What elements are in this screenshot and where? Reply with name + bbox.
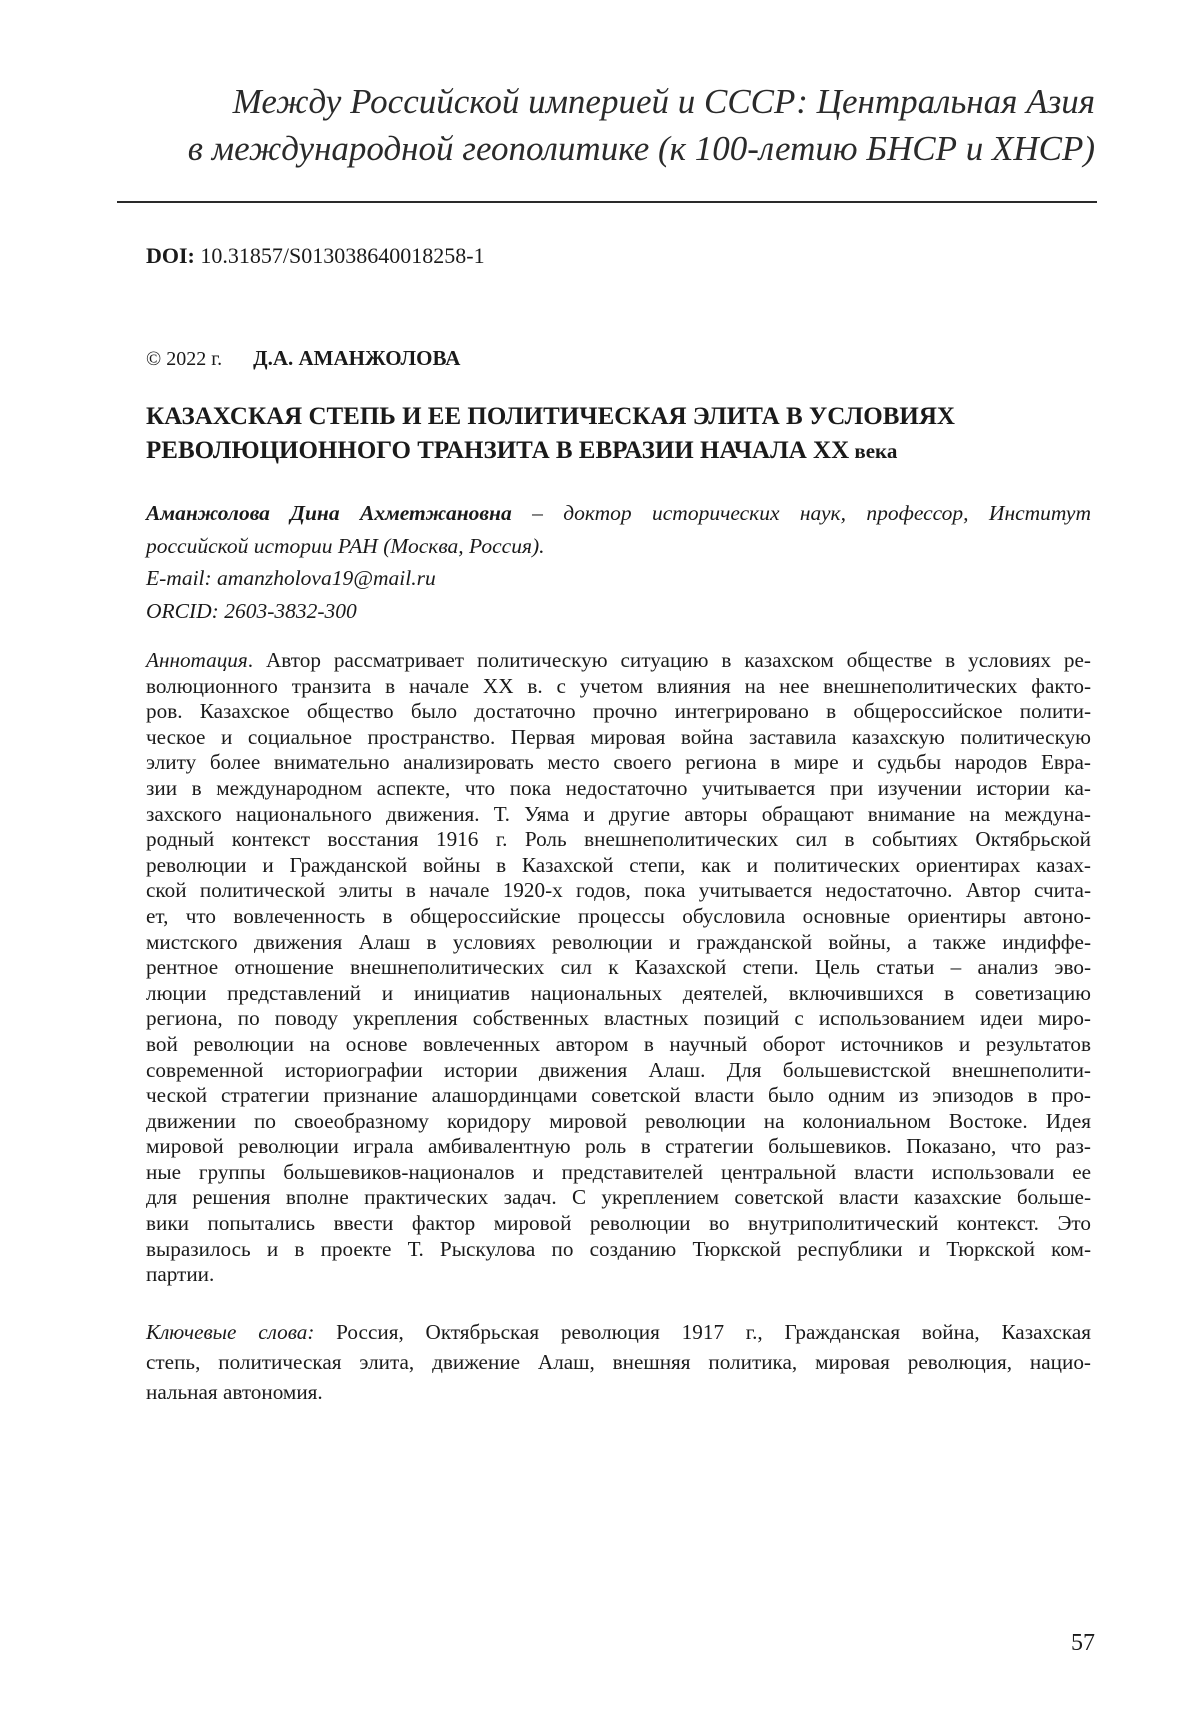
author-orcid: ORCID: 2603-3832-300 bbox=[146, 595, 1091, 628]
author-description-1: – доктор исторических наук, профессор, Институт bbox=[512, 501, 1091, 525]
title-line-2-main: РЕВОЛЮЦИОННОГО ТРАНЗИТА В ЕВРАЗИИ НАЧАЛА XX bbox=[146, 437, 849, 464]
abstract-line: движении по своеобразному коридору мировой революции на колониальном Востоке. Идея bbox=[146, 1109, 1091, 1135]
abstract-line: ческое и социальное пространство. Первая мировая война заставила казахскую политическую bbox=[146, 725, 1091, 751]
abstract-line: ные группы большевиков-националов и представителей центральной власти использовали ее bbox=[146, 1160, 1091, 1186]
abstract-line: волюционного транзита в начале XX в. с учетом влияния на нее внешнеполитических факто- bbox=[146, 674, 1091, 700]
keywords-label: Ключевые слова: bbox=[146, 1320, 314, 1344]
running-header-line-1: Между Российской империей и СССР: Центральная Азия bbox=[120, 78, 1095, 125]
abstract-line: региона, по поводу укрепления собственных властных позиций с использованием идеи миро- bbox=[146, 1006, 1091, 1032]
abstract-label: Аннотация bbox=[146, 648, 248, 672]
doi-value: 10.31857/S013038640018258-1 bbox=[200, 243, 484, 268]
abstract-line: зии в международном аспекте, что пока недостаточно учитывается при изучении истории ка- bbox=[146, 776, 1091, 802]
author-email: E-mail: amanzholova19@mail.ru bbox=[146, 562, 1091, 595]
abstract-line: ет, что вовлеченность в общероссийские процессы обусловила основные ориентиры автоно- bbox=[146, 904, 1091, 930]
author-name: Д.А. АМАНЖОЛОВА bbox=[253, 346, 460, 370]
author-description-2: российской истории РАН (Москва, Россия). bbox=[146, 530, 1091, 563]
abstract-line: рентное отношение внешнеполитических сил к Казахской степи. Цель статьи – анализ эво- bbox=[146, 955, 1091, 981]
header-rule bbox=[117, 201, 1097, 203]
abstract-line: Аннотация. Автор рассматривает политическую ситуацию в казахском обществе в условиях ре- bbox=[146, 648, 1091, 674]
abstract-line: современной историографии истории движения Алаш. Для большевистской внешнеполити- bbox=[146, 1058, 1091, 1084]
keywords-line: степь, политическая элита, движение Алаш, внешняя политика, мировая революция, нацио- bbox=[146, 1347, 1091, 1377]
abstract-line: ческой стратегии признание алашординцами советской власти было одним из эпизодов в про- bbox=[146, 1083, 1091, 1109]
doi bbox=[146, 243, 485, 269]
abstract-line: мировой революции играла амбивалентную роль в стратегии большевиков. Показано, что раз- bbox=[146, 1134, 1091, 1160]
keywords-line: Ключевые слова: Россия, Октябрьская революция 1917 г., Гражданская война, Казахская bbox=[146, 1317, 1091, 1347]
abstract-line: ской политической элиты в начале 1920-х годов, пока учитывается недостаточно. Автор счита- bbox=[146, 878, 1091, 904]
abstract-line: элиту более внимательно анализировать место своего региона в мире и судьбы народов Евра- bbox=[146, 750, 1091, 776]
abstract-line: мистского движения Алаш в условиях революции и гражданской войны, а также индиффе- bbox=[146, 930, 1091, 956]
doi-label: DOI: bbox=[146, 243, 195, 268]
abstract-line: вой революции на основе вовлеченных автором в научный оборот источников и результатов bbox=[146, 1032, 1091, 1058]
keywords-line: нальная автономия. bbox=[146, 1377, 1091, 1407]
abstract-line: родный контекст восстания 1916 г. Роль внешнеполитических сил в событиях Октябрьской bbox=[146, 827, 1091, 853]
author-info-line-1 bbox=[146, 497, 1091, 530]
article-title bbox=[146, 400, 1086, 468]
abstract-line: революции и Гражданской войны в Казахской степи, как и политических ориентирах казах- bbox=[146, 853, 1091, 879]
page-number: 57 bbox=[1071, 1630, 1095, 1657]
author-info bbox=[146, 497, 1091, 627]
author-full-name: Аманжолова Дина Ахметжановна bbox=[146, 501, 512, 525]
title-line-2 bbox=[146, 434, 1086, 468]
running-header-line-2: в международной геополитике (к 100-летию БНСР и ХНСР) bbox=[120, 125, 1095, 172]
abstract-line: для решения вполне практических задач. С укреплением советской власти казахские больше- bbox=[146, 1185, 1091, 1211]
abstract-line: ров. Казахское общество было достаточно прочно интегрировано в общероссийское полити- bbox=[146, 699, 1091, 725]
keywords bbox=[146, 1317, 1091, 1407]
title-line-1: КАЗАХСКАЯ СТЕПЬ И ЕЕ ПОЛИТИЧЕСКАЯ ЭЛИТА В УСЛОВИЯХ bbox=[146, 400, 1086, 434]
abstract-line: выразилось и в проекте Т. Рыскулова по созданию Тюркской республики и Тюркской ком- bbox=[146, 1237, 1091, 1263]
byline bbox=[146, 346, 460, 371]
abstract bbox=[146, 648, 1091, 1288]
abstract-line: вики попытались ввести фактор мировой революции во внутриполитический контекст. Это bbox=[146, 1211, 1091, 1237]
abstract-line: люции представлений и инициатив национальных деятелей, включившихся в советизацию bbox=[146, 981, 1091, 1007]
abstract-line: партии. bbox=[146, 1262, 1091, 1288]
running-header bbox=[120, 78, 1095, 172]
copyright-year: © 2022 г. bbox=[146, 348, 222, 370]
abstract-line: захского национального движения. Т. Уяма и другие авторы обращают внимание на междуна- bbox=[146, 802, 1091, 828]
title-line-2-suffix: века bbox=[849, 439, 897, 463]
